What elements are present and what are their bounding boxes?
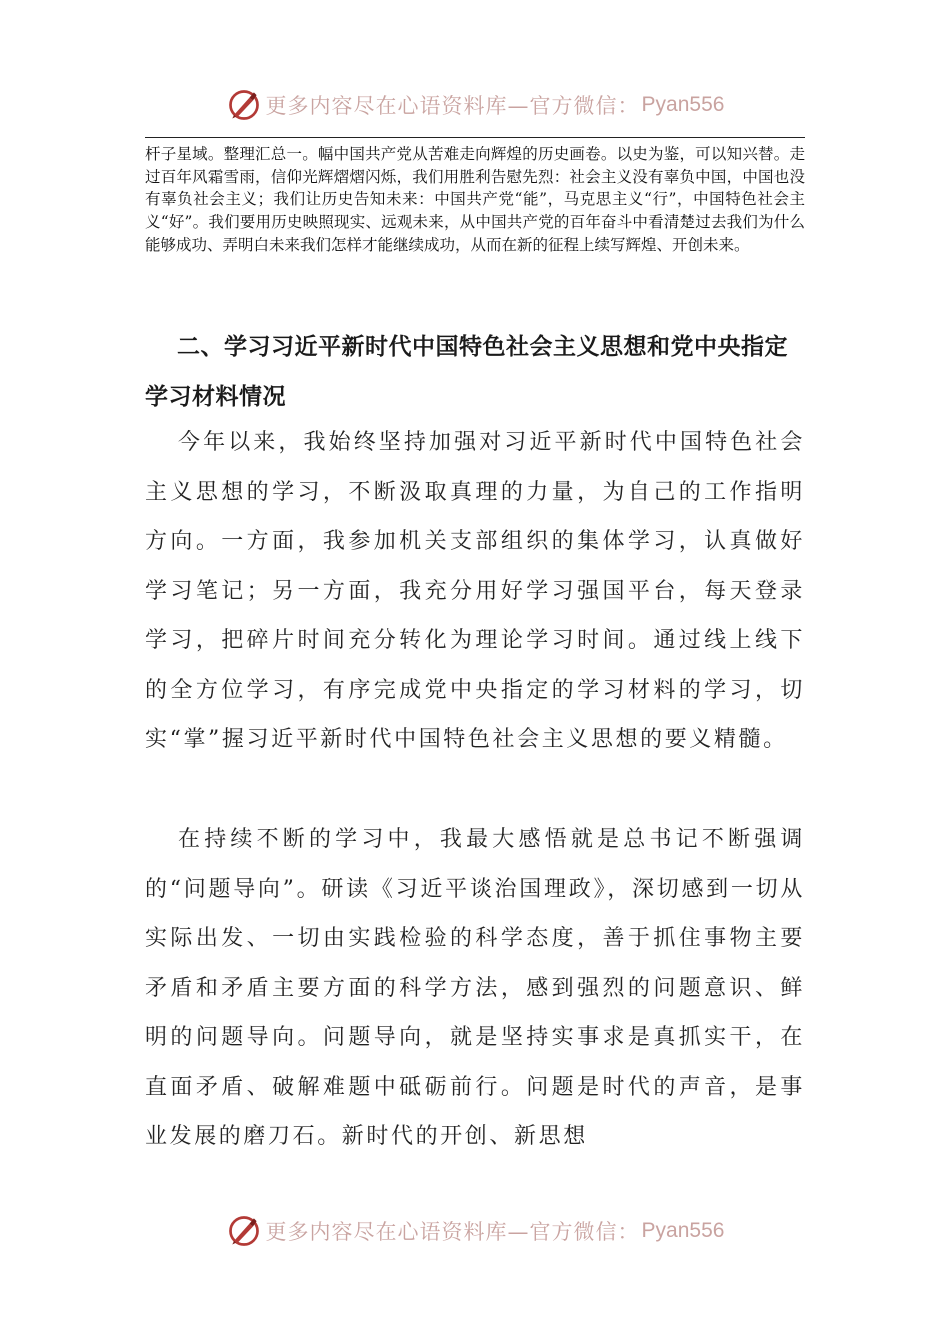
watermark-wechat-id: Pyan556 xyxy=(641,1219,725,1242)
pen-logo-icon xyxy=(226,87,262,123)
footer-watermark xyxy=(0,1208,950,1254)
header-rule xyxy=(145,137,805,138)
intro-paragraph: 杆子星域。整理汇总一。幅中国共产党从苦难走向辉煌的历史画卷。以史为鉴，可以知兴替。走过百年风霜雪雨，信仰光辉熠熠闪烁，我们用胜利告慰先烈：社会主义没有辜负中国，中国也没有辜负社会主义；我们让历史告知未来：中国共产党“能”，马克思主义“行”，中国特色社会主义“好”。我们要用历史映照现实、远观未来，从中国共产党的百年奋斗中看清楚过去我们为什么能够成功、弄明白未来我们怎样才能继续成功，从而在新的征程上续写辉煌、开创未来。 xyxy=(145,145,805,254)
header-watermark xyxy=(0,82,950,128)
section-heading: 二、学习习近平新时代中国特色社会主义思想和党中央指定学习材料情况 xyxy=(145,334,788,410)
pen-logo-icon xyxy=(226,1213,262,1249)
watermark-text: 更多内容尽在心语资料库—官方微信： xyxy=(265,1220,640,1244)
body-paragraph-2: 在持续不断的学习中，我最大感悟就是总书记不断强调的“问题导向”。研读《习近平谈治国理政》，深切感到一切从实际出发、一切由实践检验的科学态度，善于抓住事物主要矛盾和矛盾主要方面的科学方法，感到强烈的问题意识、鲜明的问题导向。问题导向，就是坚持实事求是真抓实干，在直面矛盾、破解难题中砥砺前行。问题是时代的声音，是事业发展的磨刀石。新时代的开创、新思想 xyxy=(145,827,805,1149)
watermark-text: 更多内容尽在心语资料库—官方微信： xyxy=(265,94,640,118)
watermark-wechat-id: Pyan556 xyxy=(641,93,725,116)
body-paragraph-1: 今年以来，我始终坚持加强对习近平新时代中国特色社会主义思想的学习，不断汲取真理的力量，为自己的工作指明方向。一方面，我参加机关支部组织的集体学习，认真做好学习笔记；另一方面，我充分用好学习强国平台，每天登录学习，把碎片时间充分转化为理论学习时间。通过线上线下的全方位学习，有序完成党中央指定的学习材料的学习，切实“掌”握习近平新时代中国特色社会主义思想的要义精髓。 xyxy=(145,430,805,752)
